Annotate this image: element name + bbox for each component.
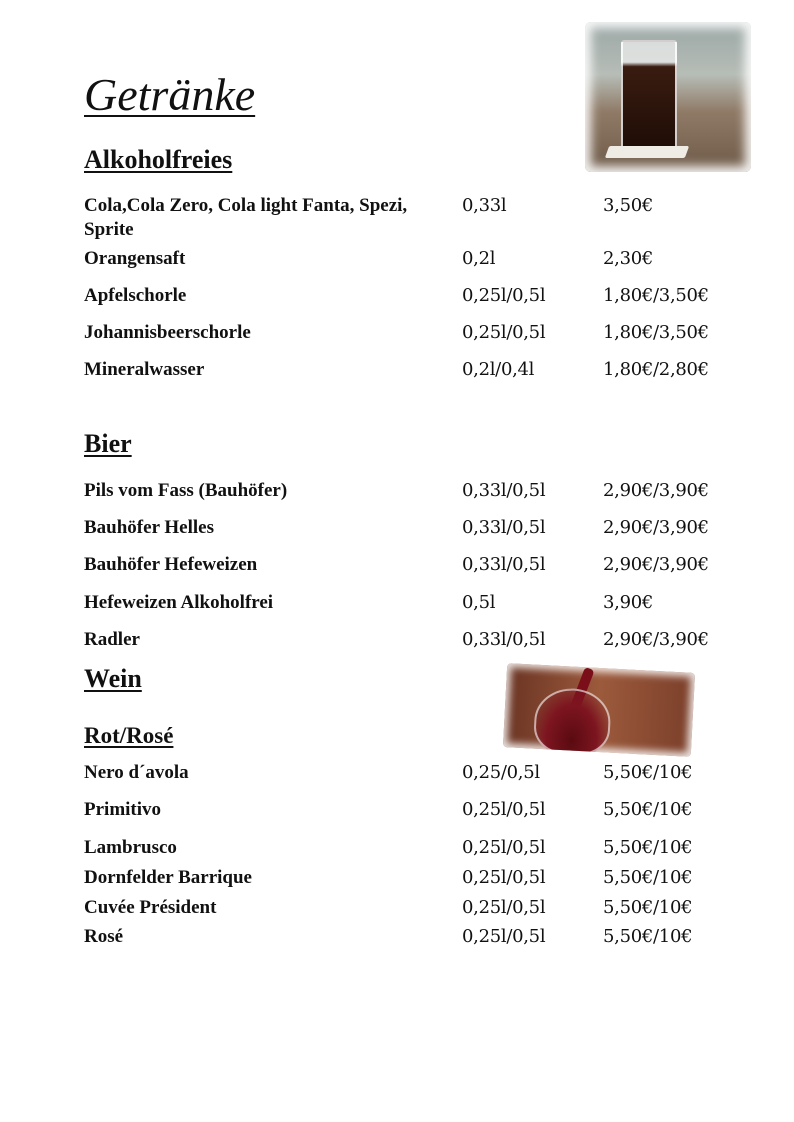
item-price: 5,50€/10€: [603, 867, 693, 888]
item-price: 5,50€/10€: [603, 926, 693, 947]
item-name: Cuvée Président: [84, 897, 217, 918]
wine-glass-image: [533, 687, 612, 757]
item-price: 2,90€/3,90€: [603, 554, 709, 575]
section-heading-alkoholfreies: Alkoholfreies: [84, 145, 233, 174]
item-price: 5,50€/10€: [603, 837, 693, 858]
item-size: 0,25l/0,5l: [462, 867, 546, 888]
item-name: Lambrusco: [84, 837, 177, 858]
coaster-image: [605, 146, 689, 158]
item-name: Mineralwasser: [84, 359, 205, 380]
page-title: Getränke: [84, 69, 256, 120]
item-size: 0,25l/0,5l: [462, 322, 546, 343]
item-price: 2,90€/3,90€: [603, 517, 709, 538]
item-size: 0,33l/0,5l: [462, 554, 546, 575]
item-size: 0,5l: [462, 592, 496, 613]
item-size: 0,25/0,5l: [462, 762, 540, 783]
item-price: 2,90€/3,90€: [603, 480, 709, 501]
item-name: Bauhöfer Helles: [84, 517, 215, 538]
item-name: Bauhöfer Hefeweizen: [84, 554, 258, 575]
item-price: 5,50€/10€: [603, 762, 693, 783]
item-name: Radler: [84, 629, 140, 650]
item-price: 3,50€: [603, 195, 654, 216]
item-size: 0,33l: [462, 195, 507, 216]
item-size: 0,25l/0,5l: [462, 837, 546, 858]
item-name: Rosé: [84, 926, 124, 947]
item-price: 1,80€/2,80€: [603, 359, 709, 380]
item-size: 0,2l/0,4l: [462, 359, 535, 380]
item-size: 0,25l/0,5l: [462, 897, 546, 918]
item-size: 0,33l/0,5l: [462, 517, 546, 538]
item-price: 2,90€/3,90€: [603, 629, 709, 650]
cola-glass-photo: [585, 22, 751, 172]
item-size: 0,33l/0,5l: [462, 480, 546, 501]
item-name: Orangensaft: [84, 248, 186, 269]
item-size: 0,2l: [462, 248, 496, 269]
subsection-heading-rot-rose: Rot/Rosé: [84, 723, 174, 748]
item-name: Hefeweizen Alkoholfrei: [84, 592, 274, 613]
section-heading-wein: Wein: [84, 664, 142, 693]
cola-glass-image: [621, 40, 677, 156]
item-size: 0,25l/0,5l: [462, 285, 546, 306]
item-size: 0,25l/0,5l: [462, 799, 546, 820]
item-price: 1,80€/3,50€: [603, 322, 709, 343]
item-name: Apfelschorle: [84, 285, 187, 306]
item-name: Pils vom Fass (Bauhöfer): [84, 480, 288, 501]
item-name: Primitivo: [84, 799, 162, 820]
item-size: 0,25l/0,5l: [462, 926, 546, 947]
wine-pouring-photo: [503, 663, 695, 757]
item-price: 5,50€/10€: [603, 897, 693, 918]
item-name: Johannisbeerschorle: [84, 322, 251, 343]
section-heading-bier: Bier: [84, 429, 132, 458]
item-name: Nero d´avola: [84, 762, 189, 783]
item-price: 5,50€/10€: [603, 799, 693, 820]
item-price: 2,30€: [603, 248, 654, 269]
item-name: Dornfelder Barrique: [84, 867, 252, 888]
item-name: Cola,Cola Zero, Cola light Fanta, Spezi, Sprite: [84, 195, 408, 240]
item-price: 3,90€: [603, 592, 654, 613]
item-size: 0,33l/0,5l: [462, 629, 546, 650]
item-price: 1,80€/3,50€: [603, 285, 709, 306]
